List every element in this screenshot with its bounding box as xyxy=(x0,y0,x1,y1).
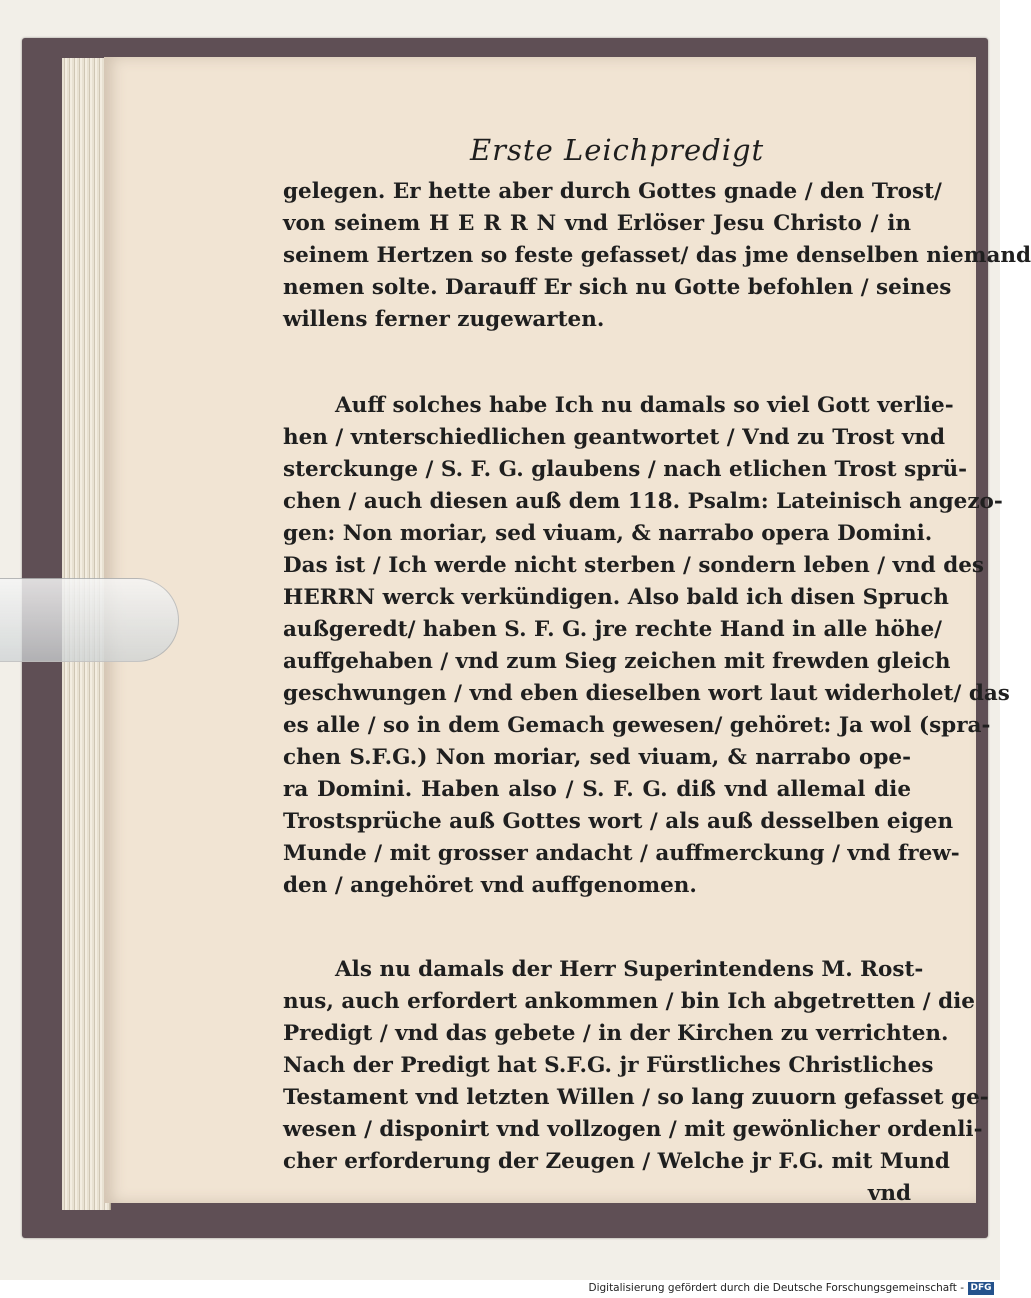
text-line: HERRN werck verkündigen. Also bald ich disen Spruch xyxy=(283,585,949,610)
text-line: chen S.F.G.) Non moriar, sed viuam, & narrabo ope- xyxy=(283,745,911,770)
funding-credit: Digitalisierung gefördert durch die Deutsche Forschungsgemeinschaft - xyxy=(588,1282,964,1294)
text-line: Als nu damals der Herr Superintendens M. Rost- xyxy=(335,957,924,982)
text-line: Auff solches habe Ich nu damals so viel Gott verlie- xyxy=(335,393,954,418)
text-line: gelegen. Er hette aber durch Gottes gnade / den Trost/ xyxy=(283,179,942,204)
text-line: sterckunge / S. F. G. glaubens / nach etlichen Trost sprü- xyxy=(283,457,968,482)
dfg-logo-icon: DFG xyxy=(968,1282,994,1295)
text-line: willens ferner zugewarten. xyxy=(283,307,605,332)
text-line: ra Domini. Haben also / S. F. G. diß vnd allemal die xyxy=(283,777,911,802)
text-line: nemen solte. Darauff Er sich nu Gotte befohlen / seines xyxy=(283,275,952,300)
text-line: von seinem H E R R N vnd Erlöser Jesu Christo / in xyxy=(283,211,911,236)
text-line: seinem Hertzen so feste gefasset/ das jme denselben niemand xyxy=(283,243,1031,268)
text-line: cher erforderung der Zeugen / Welche jr F.G. mit Mund xyxy=(283,1149,950,1174)
page-clip xyxy=(0,578,179,662)
text-line: Predigt / vnd das gebete / in der Kirchen zu verrichten. xyxy=(283,1021,949,1046)
catchword: vnd xyxy=(867,1181,911,1206)
paragraph-gap xyxy=(283,902,911,954)
text-line: wesen / disponirt vnd vollzogen / mit gewönlicher ordenli- xyxy=(283,1117,983,1142)
text-line: den / angehöret vnd auffgenomen. xyxy=(283,873,697,898)
text-line: gen: Non moriar, sed viuam, & narrabo opera Domini. xyxy=(283,521,933,546)
text-line: auffgehaben / vnd zum Sieg zeichen mit frewden gleich xyxy=(283,649,951,674)
paragraph-gap xyxy=(283,336,911,390)
text-line: hen / vnterschiedlichen geantwortet / Vnd zu Trost vnd xyxy=(283,425,946,450)
text-line: Das ist / Ich werde nicht sterben / sondern leben / vnd des xyxy=(283,553,985,578)
text-line: geschwungen / vnd eben dieselben wort laut widerholet/ das xyxy=(283,681,1010,706)
running-head: Erste Leichpredigt xyxy=(470,133,765,167)
text-line: Trostsprüche auß Gottes wort / als auß desselben eigen xyxy=(283,809,954,834)
text-line: Munde / mit grosser andacht / auffmerckung / vnd frew- xyxy=(283,841,960,866)
text-line: chen / auch diesen auß dem 118. Psalm: Lateinisch angezo- xyxy=(283,489,1003,514)
text-line: Testament vnd letzten Willen / so lang zuuorn gefasset ge- xyxy=(283,1085,989,1110)
text-line: es alle / so in dem Gemach gewesen/ gehöret: Ja wol (spra- xyxy=(283,713,991,738)
text-block xyxy=(283,176,1031,1210)
text-line: außgeredt/ haben S. F. G. jre rechte Hand in alle höhe/ xyxy=(283,617,943,642)
text-line: Nach der Predigt hat S.F.G. jr Fürstliches Christliches xyxy=(283,1053,934,1078)
text-line: nus, auch erfordert ankommen / bin Ich abgetretten / die xyxy=(283,989,975,1014)
